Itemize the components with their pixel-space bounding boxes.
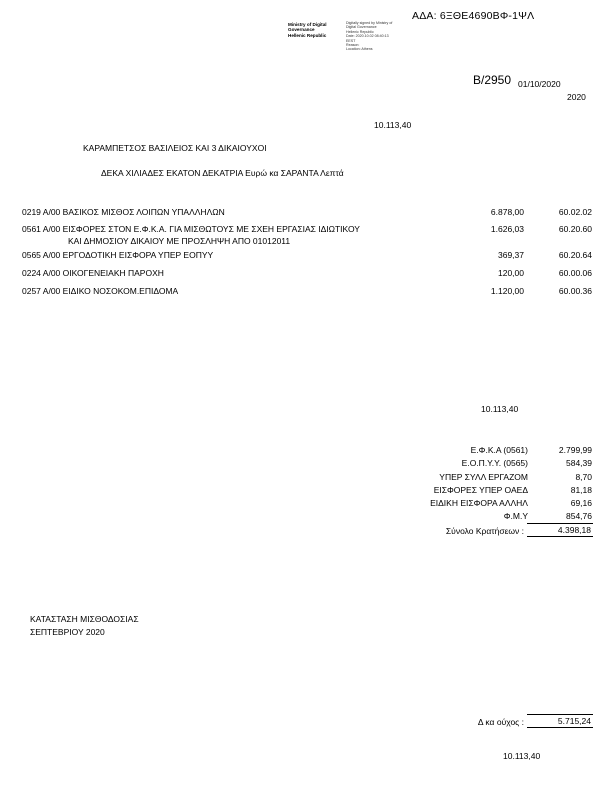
deduction-value: 81,18 [570, 485, 592, 495]
stamp-line: Reason: [346, 43, 360, 48]
item-description-cont: ΚΑΙ ΔΗΜΟΣΙΟΥ ΔΙΚΑΙΟΥ ΜΕ ΠΡΟΣΛΗΨΗ ΑΠΟ 01012011 [68, 236, 291, 246]
item-code: 60.20.64 [558, 250, 592, 260]
document-year: 2020 [567, 92, 586, 102]
stamp-line: Hellenic Republic [288, 32, 327, 38]
stamp-line: Digital Governance [346, 25, 377, 30]
stamp-line: Date: 2020.10.02 08:40:13 [346, 34, 389, 39]
deduction-value: 2.799,99 [558, 445, 592, 455]
stamp-line: EEST [346, 38, 356, 43]
net-label: Δ κα ούχος : [477, 717, 524, 727]
bottom-amount: 10.113,40 [503, 751, 541, 761]
item-code: 60.20.60 [558, 224, 592, 234]
item-amount: 1.626,03 [490, 224, 524, 234]
deductions-total-value: 4.398,18 [527, 523, 593, 537]
stamp-line: Governance [288, 27, 315, 33]
item-amount: 1.120,00 [490, 286, 524, 296]
item-description: 0565 Α/00 ΕΡΓΟΔΟΤΙΚΗ ΕΙΣΦΟΡΑ ΥΠΕΡ ΕΟΠΥΥ [22, 250, 214, 260]
stamp-line: Digitally signed by Ministry of [346, 21, 393, 25]
signature-stamp-right [346, 21, 392, 52]
stamp-line: Hellenic Republic [346, 29, 374, 34]
item-amount: 369,37 [498, 250, 524, 260]
ada-number: ΑΔΑ: 6ΞΘΕ4690ΒΦ-1ΨΛ [412, 10, 535, 22]
deduction-label: ΥΠΕΡ ΣΥΛΛ ΕΡΓΑΖΟΜ [439, 472, 528, 482]
item-description: 0219 Α/00 ΒΑΣΙΚΟΣ ΜΙΣΘΟΣ ΛΟΙΠΩΝ ΥΠΑΛΛΗΛΩΝ [22, 207, 225, 217]
top-amount: 10.113,40 [374, 120, 412, 130]
deduction-value: 854,76 [566, 511, 592, 521]
deduction-label: Ε.Ο.Π.Υ.Υ. (0565) [461, 458, 528, 468]
document-date: 01/10/2020 [518, 79, 561, 89]
item-description: 0224 Α/00 ΟΙΚΟΓΕΝΕΙΑΚΗ ΠΑΡΟΧΗ [22, 268, 164, 278]
payroll-note-line1: ΚΑΤΑΣΤΑΣΗ ΜΙΣΘΟΔΟΣΙΑΣ [30, 614, 139, 624]
deduction-label: Ε.Φ.Κ.Α (0561) [470, 445, 528, 455]
item-amount: 120,00 [498, 268, 524, 278]
payroll-note-line2: ΣΕΠΤΕΒΡΙΟΥ 2020 [30, 627, 105, 637]
amount-in-words: ΔΕΚΑ ΧΙΛΙΑΔΕΣ ΕΚΑΤΟΝ ΔΕΚΑΤΡΙΑ Ευρώ κα ΣΑΡΑΝΤΑ Λεπτά [101, 168, 344, 178]
item-code: 60.00.06 [558, 268, 592, 278]
subtotal: 10.113,40 [481, 404, 519, 414]
stamp-line: Location: Athens [346, 47, 373, 52]
deductions-total-label: Σύνολο Κρατήσεων : [445, 526, 524, 536]
deduction-label: ΕΙΣΦΟΡΕΣ ΥΠΕΡ ΟΑΕΔ [433, 485, 528, 495]
signature-stamp-left [288, 22, 327, 38]
stamp-line: Ministry of Digital [288, 22, 327, 27]
beneficiary: ΚΑΡΑΜΠΕΤΣΟΣ ΒΑΣΙΛΕΙΟΣ ΚΑΙ 3 ΔΙΚΑΙΟΥΧΟΙ [83, 143, 267, 153]
item-code: 60.02.02 [558, 207, 592, 217]
item-description: 0257 Α/00 ΕΙΔΙΚΟ ΝΟΣΟΚΟΜ.ΕΠΙΔΟΜΑ [22, 286, 179, 296]
item-amount: 6.878,00 [490, 207, 524, 217]
document-number: Β/2950 [473, 73, 512, 87]
deduction-value: 8,70 [575, 472, 592, 482]
item-description: 0561 Α/00 ΕΙΣΦΟΡΕΣ ΣΤΟΝ Ε.Φ.Κ.Α. ΓΙΑ ΜΙΣΘΩΤΟΥΣ ΜΕ ΣΧΕΗ ΕΡΓΑΣΙΑΣ ΙΔΙΩΤΙΚΟΥ [22, 224, 360, 234]
deduction-value: 69,16 [570, 498, 592, 508]
deduction-value: 584,39 [566, 458, 592, 468]
net-value: 5.715,24 [527, 714, 593, 728]
item-code: 60.00.36 [558, 286, 592, 296]
deduction-label: ΕΙΔΙΚΗ ΕΙΣΦΟΡΑ ΑΛΛΗΛ [430, 498, 528, 508]
deduction-label: Φ.Μ.Υ [503, 511, 528, 521]
